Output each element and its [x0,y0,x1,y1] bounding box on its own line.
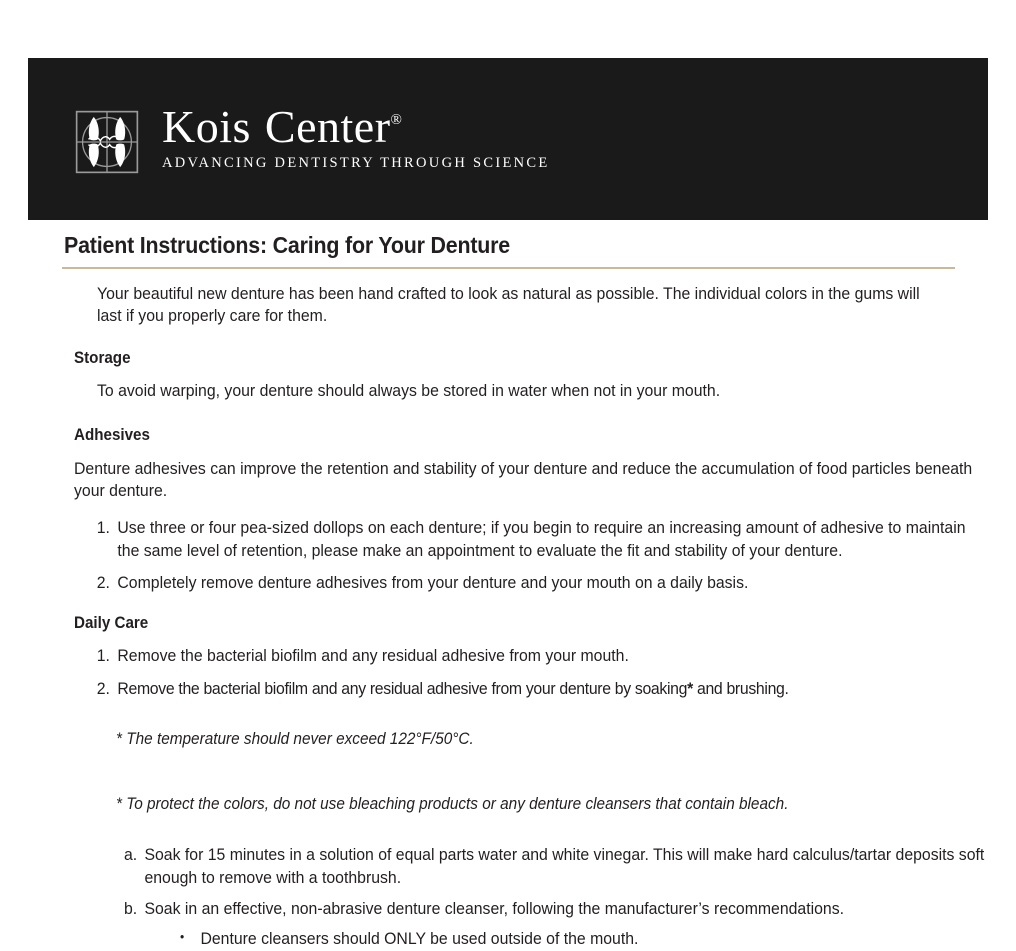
list-item-text-before-footnote: Remove the bacterial biofilm and any residual adhesive from your denture by soaking [117,678,688,698]
list-item-text: Denture cleansers should ONLY be used outside of the mouth. [200,929,639,949]
list-item [124,898,989,921]
list-item [96,517,989,562]
list-item-text: Remove the bacterial biofilm and any residual adhesive from your mouth. [117,646,629,666]
brand-wordmark [162,101,550,152]
list-item [96,645,989,668]
brand-tagline: ADVANCING DENTISTRY THROUGH SCIENCE [162,155,550,172]
footnote-temperature: * The temperature should never exceed 122°F/50°C. [116,730,474,749]
list-item-text: Completely remove denture adhesives from your denture and your mouth on a daily basis. [117,573,749,593]
list-item [96,572,989,595]
wordmark-kois: Kois [162,101,251,152]
footnote-bleach: * To protect the colors, do not use bleaching products or any denture cleansers that contain bleach. [116,795,789,813]
list-marker: 2. [96,678,110,698]
list-item [96,678,989,701]
section-heading-storage: Storage [74,348,131,367]
registered-trademark-icon: ® [390,112,402,128]
list-item-text: Soak for 15 minutes in a solution of equal parts water and white vinegar. This will make hard calculus/tartar deposits soft enough to remove with a toothbrush. [144,845,985,888]
section-heading-adhesives: Adhesives [74,426,150,445]
list-item-text: Use three or four pea-sized dollops on each denture; if you begin to require an increasing amount of adhesive to maintain the same level of retention, please make an appointment to evaluate the fit and stability of your denture. [117,517,966,560]
document-body [0,232,1016,951]
wordmark-center: Center [264,101,391,152]
footnote-asterisk-marker: * [687,678,693,698]
wordmark-block [162,101,550,172]
section-heading-daily-care: Daily Care [74,613,149,632]
intro-paragraph: Your beautiful new denture has been hand crafted to look as natural as possible. The individual colors in the gums will last if you properly care for them. [97,283,920,326]
bullet-icon: • [180,929,185,945]
kois-center-tooth-mark-icon [74,109,140,175]
list-marker: 1. [96,646,110,666]
list-marker: 2. [96,573,110,593]
storage-body: To avoid warping, your denture should always be stored in water when not in your mouth. [97,381,721,401]
list-marker: b. [124,898,138,918]
logo-lockup [74,101,550,175]
page-title: Patient Instructions: Caring for Your Denture [64,232,511,258]
adhesives-body: Denture adhesives can improve the retention and stability of your denture and reduce the accumulation of food particles beneath your denture. [74,458,973,501]
list-item-text: Soak in an effective, non-abrasive denture cleanser, following the manufacturer’s recommendations. [144,898,845,918]
list-item-text [117,678,988,701]
list-marker: a. [124,845,138,865]
list-marker: 1. [96,517,110,537]
list-item [180,928,980,951]
list-item [124,844,989,889]
brand-header-band [28,58,988,220]
list-item-text-after-footnote: and brushing. [692,678,789,698]
